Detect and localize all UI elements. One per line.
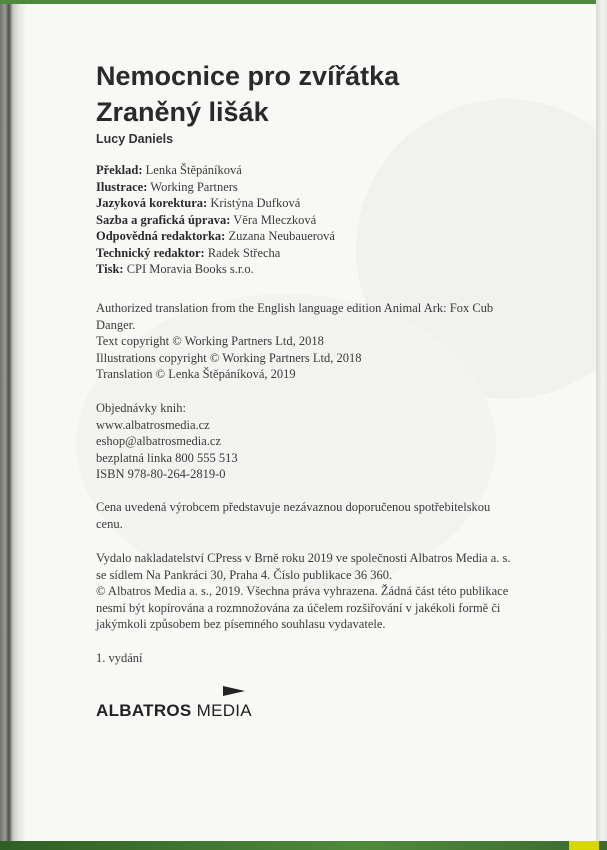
website-text: www.albatrosmedia.cz xyxy=(96,417,210,432)
flag-arrow-icon xyxy=(223,686,245,698)
credit-row xyxy=(96,228,335,245)
order-info xyxy=(96,400,546,483)
credit-label: Tisk: xyxy=(96,262,124,276)
book-binding-edge xyxy=(0,0,26,850)
text-line: se sídlem Na Pankráci 30, Praha 4. Číslo publikace 36 360. xyxy=(96,567,393,582)
credit-row xyxy=(96,212,335,229)
logo-wordmark xyxy=(96,701,252,721)
publisher-logo xyxy=(96,686,296,726)
isbn-text: ISBN 978-80-264-2819-0 xyxy=(96,467,226,481)
text-line: nesmí být kopírována a rozmnožována za účelem rozšiřování v jakékoli formě či xyxy=(96,600,501,615)
text-line: Objednávky knih: xyxy=(96,401,186,415)
credit-row xyxy=(96,162,335,179)
credit-row xyxy=(96,261,335,278)
author-name: Lucy Daniels xyxy=(96,132,174,146)
publisher-notice xyxy=(96,550,546,633)
text-line: © Albatros Media a. s., 2019. Všechna práva vyhrazena. Žádná část této publikace xyxy=(96,584,509,598)
credit-label: Sazba a grafická úprava: xyxy=(96,212,231,227)
text-line: Text copyright © Working Partners Ltd, 2018 xyxy=(96,334,324,348)
subtitle-line: Zraněný lišák xyxy=(96,97,269,127)
credit-value: Radek Střecha xyxy=(207,245,281,260)
phone-text: bezplatná linka 800 555 513 xyxy=(96,450,238,465)
logo-word-media: MEDIA xyxy=(196,701,252,720)
text-line: Illustrations copyright © Working Partners Ltd, 2018 xyxy=(96,350,362,365)
text-line: Danger. xyxy=(96,317,136,332)
credit-label: Odpovědná redaktorka: xyxy=(96,229,226,243)
text-line: Translation © Lenka Štěpáníková, 2019 xyxy=(96,367,296,381)
text-line: Vydalo nakladatelství CPress v Brně roku 2019 ve společnosti Albatros Media a. s. xyxy=(96,551,511,565)
credit-row xyxy=(96,245,335,262)
rights-notice xyxy=(96,300,546,383)
text-line: jakýmkoli způsobem bez písemného souhlasu vydavatele. xyxy=(96,617,386,631)
page-right-edge xyxy=(596,0,607,850)
credits-list xyxy=(96,162,335,278)
credit-label: Jazyková korektura: xyxy=(96,196,208,210)
text-line: Authorized translation from the English language edition Animal Ark: Fox Cub xyxy=(96,301,494,315)
logo-word-albatros: ALBATROS xyxy=(96,701,192,720)
credit-value: CPI Moravia Books s.r.o. xyxy=(126,262,254,276)
price-note xyxy=(96,499,546,532)
email-text: eshop@albatrosmedia.cz xyxy=(96,434,222,448)
credit-value: Working Partners xyxy=(150,179,238,194)
credit-value: Lenka Štěpáníková xyxy=(145,163,242,177)
credit-label: Překlad: xyxy=(96,163,143,177)
edition-text: 1. vydání xyxy=(96,651,143,665)
text-line: Cena uvedená výrobcem představuje nezávaznou doporučenou spotřebitelskou xyxy=(96,500,491,514)
credit-row xyxy=(96,195,335,212)
credit-label: Technický redaktor: xyxy=(96,245,205,260)
title-line: Nemocnice pro zvířátka xyxy=(96,61,400,91)
credit-label: Ilustrace: xyxy=(96,179,148,194)
credit-value: Kristýna Dufková xyxy=(210,196,301,210)
credit-row xyxy=(96,179,335,196)
book-title xyxy=(96,58,399,130)
credit-value: Zuzana Neubauerová xyxy=(228,229,335,243)
credit-value: Věra Mleczková xyxy=(233,212,317,227)
text-line: cenu. xyxy=(96,516,123,531)
cover-bottom-strip xyxy=(0,841,607,850)
